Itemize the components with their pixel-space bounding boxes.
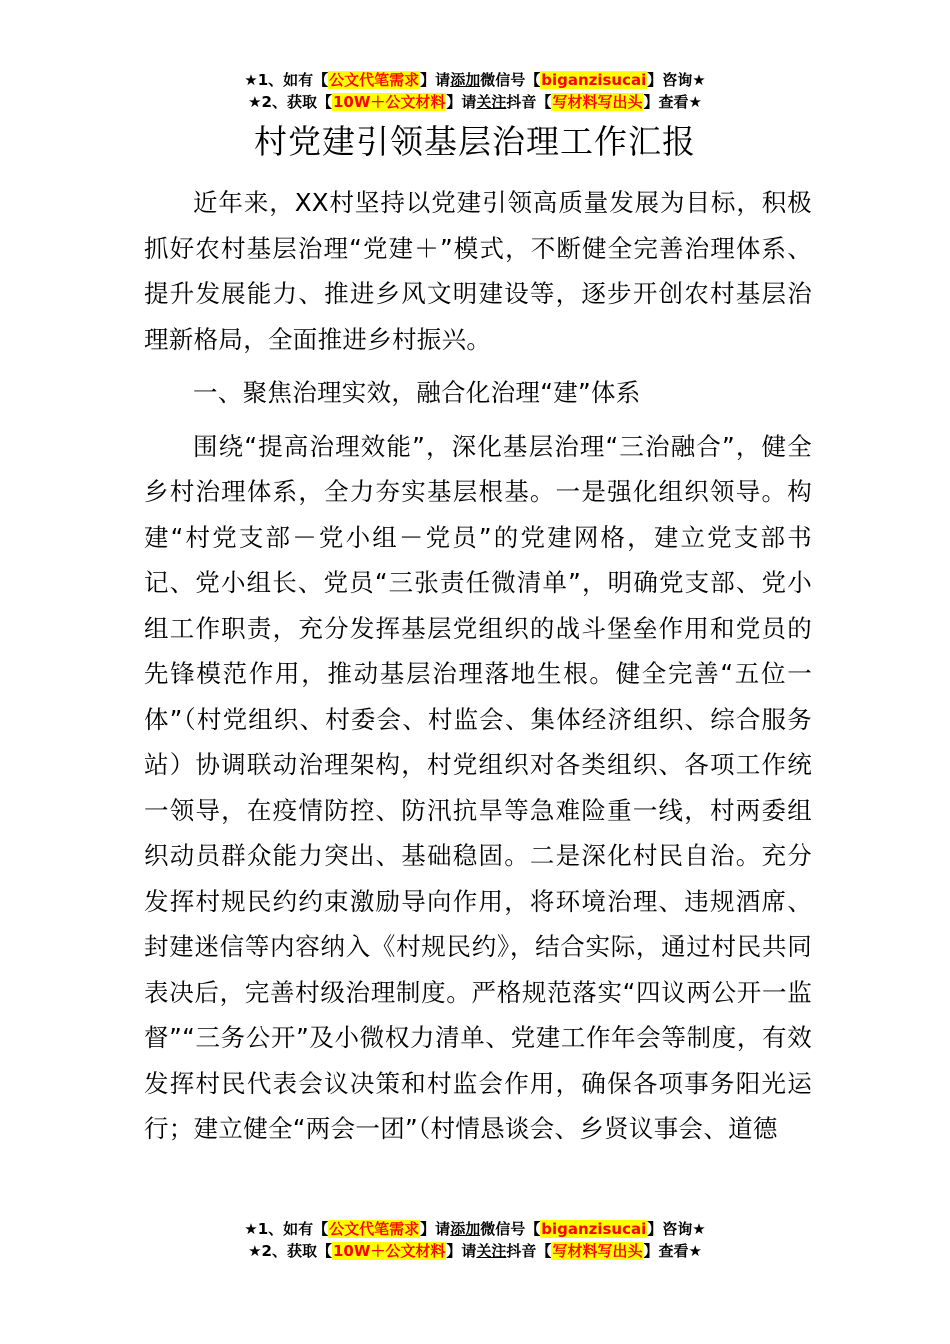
banner-highlight: biganzisucai <box>541 71 647 89</box>
banner-text: 】咨询★ <box>647 1220 706 1238</box>
banner-text: 】查看★ <box>643 1242 702 1260</box>
banner-text: 】请 <box>446 1242 477 1260</box>
banner-highlight: 10W＋公文材料 <box>332 93 446 111</box>
banner-underlined: 添加 <box>450 71 481 89</box>
banner-text: 】请 <box>446 93 477 111</box>
banner-line-1 <box>0 1218 950 1240</box>
banner-line-1 <box>0 69 950 91</box>
banner-highlight: 写材料写出头 <box>552 93 643 111</box>
banner-text: 微信号【 <box>480 1220 541 1238</box>
header-banner <box>0 69 950 113</box>
banner-text: 】查看★ <box>643 93 702 111</box>
section-heading: 一、聚焦治理实效，融合化治理“建”体系 <box>193 378 641 407</box>
paragraph-intro: 近年来，XX村坚持以党建引领高质量发展为目标，积极抓好农村基层治理“党建＋”模式，不断健全完善治理体系、提升发展能力、推进乡风文明建设等，逐步开创农村基层治理新格局，全面推进乡村振兴。 <box>144 188 812 354</box>
banner-text: 抖音【 <box>506 1242 552 1260</box>
banner-highlight: 10W＋公文材料 <box>332 1242 446 1260</box>
banner-text: ★2、获取【 <box>248 93 332 111</box>
banner-underlined: 关注 <box>476 93 507 111</box>
banner-highlight: biganzisucai <box>541 1220 647 1238</box>
banner-text: 微信号【 <box>480 71 541 89</box>
document-body <box>144 180 812 1152</box>
banner-text: 抖音【 <box>506 93 552 111</box>
paragraph-body: 围绕“提高治理效能”，深化基层治理“三治融合”，健全乡村治理体系，全力夯实基层根基。一是强化组织领导。构建“村党支部－党小组－党员”的党建网格，建立党支部书记、党小组长、党员“三张责任微清单”，明确党支部、党小组工作职责，充分发挥基层党组织的战斗堡垒作用和党员的先锋模范作用，推动基层治理落地生根。健全完善“五位一体”（村党组织、村委会、村监会、集体经济组织、综合服务站）协调联动治理架构，村党组织对各类组织、各项工作统一领导，在疫情防控、防汛抗旱等急难险重一线，村两委组织动员群众能力突出、基础稳固。二是深化村民自治。充分发挥村规民约约束激励导向作用，将环境治理、违规酒席、封建迷信等内容纳入《村规民约》，结合实际，通过村民共同表决后，完善村级治理制度。严格规范落实“四议两公开一监督”“三务公开”及小微权力清单、党建工作年会等制度，有效发挥村民代表会议决策和村监会作用，确保各项事务阳光运行；建立健全“两会一团”（村情恳谈会、乡贤议事会、道德 <box>144 431 812 1143</box>
banner-highlight: 写材料写出头 <box>552 1242 643 1260</box>
banner-text: 】咨询★ <box>647 71 706 89</box>
banner-text: ★1、如有【 <box>244 1220 329 1238</box>
banner-highlight: 公文代笔需求 <box>329 1220 420 1238</box>
banner-underlined: 添加 <box>450 1220 481 1238</box>
banner-text: ★2、获取【 <box>248 1242 332 1260</box>
banner-line-2 <box>0 91 950 113</box>
banner-highlight: 公文代笔需求 <box>329 71 420 89</box>
banner-underlined: 关注 <box>476 1242 507 1260</box>
banner-text: 】请 <box>420 71 451 89</box>
banner-text: ★1、如有【 <box>244 71 329 89</box>
banner-line-2 <box>0 1240 950 1262</box>
document-title: 村党建引领基层治理工作汇报 <box>254 122 696 161</box>
banner-text: 】请 <box>420 1220 451 1238</box>
footer-banner <box>0 1218 950 1262</box>
